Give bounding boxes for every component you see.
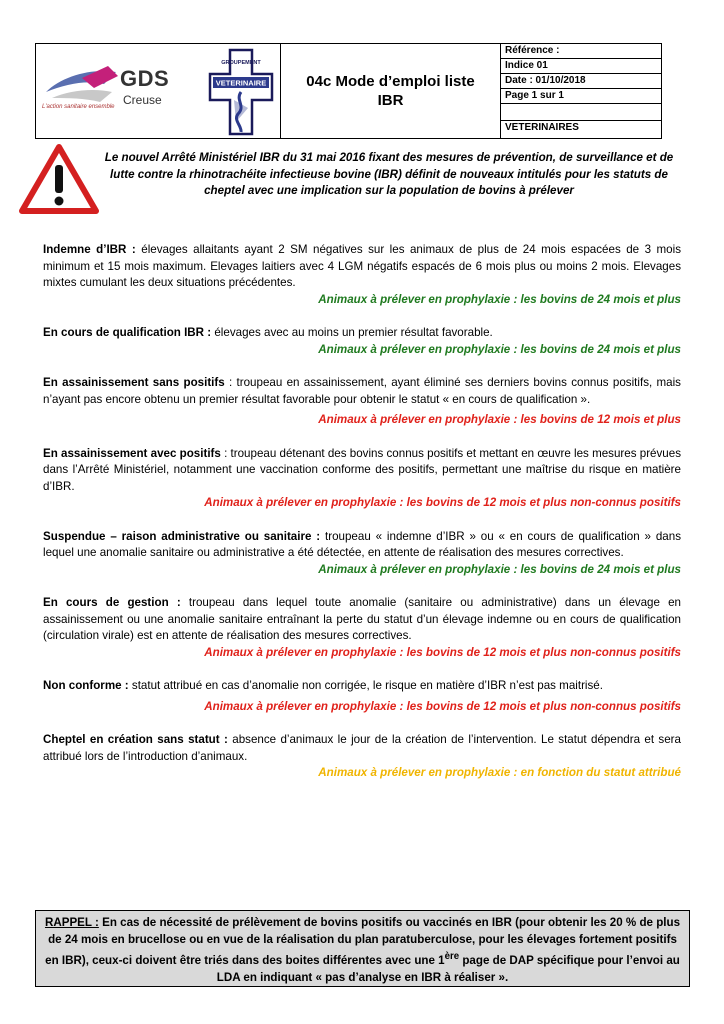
rappel-superscript: ère [444, 951, 460, 962]
section-desc: statut attribué en cas d’anomalie non corrigée, le risque en matière d’IBR n’est pas maitrisé. [128, 679, 603, 692]
section-desc: absence d’animaux le jour de la création de l’intervention. Le statut dépendra et sera attribué lors de l’introduction d’animaux. [43, 733, 681, 763]
section-term: En assainissement sans positifs [43, 376, 225, 389]
rappel-box [35, 910, 690, 987]
status-sections [43, 242, 681, 782]
rappel-text-1: En cas de nécessité de prélèvement de bovins positifs ou vaccinés en IBR (pour obtenir les 20 % de plus de 24 mois en brucellose ou en vue de la réalisation du plan paratuberculose, pour les élevages fortement positifs en IBR), ceux-ci doivent être triés dans des boites différentes avec une 1 [45, 916, 681, 967]
section-desc: élevages allaitants ayant 2 SM négatives sur les animaux de plus de 24 mois espacées de 3 mois minimum et 15 mois maximum. Elevages laitiers avec 4 LGM négatifs espacés de 6 mois plus ou moins 2 mois. Elevages mixtes cumulant les deux situations précédentes. [43, 243, 681, 289]
section-note: Animaux à prélever en prophylaxie : les bovins de 24 mois et plus [318, 292, 681, 306]
section-indemne [43, 242, 681, 308]
section-desc: élevages avec au moins un premier résultat favorable. [211, 326, 493, 339]
veterinary-cross-logo [208, 48, 274, 136]
section-note: Animaux à prélever en prophylaxie : les bovins de 24 mois et plus [318, 342, 681, 356]
vet-logo-top-text: GROUPEMENT [221, 60, 261, 66]
section-note: Animaux à prélever en prophylaxie : les bovins de 12 mois et plus [318, 413, 681, 426]
section-term: Non conforme : [43, 679, 129, 692]
section-cheptel-creation [43, 732, 681, 782]
section-note: Animaux à prélever en prophylaxie : en fonction du statut attribué [318, 766, 681, 779]
audience: VETERINAIRES [505, 122, 579, 133]
section-en-cours-qualification [43, 325, 681, 358]
section-term: Cheptel en création sans statut : [43, 733, 228, 746]
section-note: Animaux à prélever en prophylaxie : les bovins de 12 mois et plus non-connus positifs [204, 699, 681, 713]
title-line-1: 04c Mode d’emploi liste [306, 73, 475, 90]
section-desc: troupeau « indemne d’IBR » ou « en cours de qualification » dans lequel une anomalie sanitaire ou administrative a été détectée, en attente de réalisation des mesures correctives. [43, 529, 681, 559]
section-term: En assainissement avec positifs [43, 446, 221, 460]
section-term: En cours de gestion : [43, 596, 181, 609]
warning-text: Le nouvel Arrêté Ministériel IBR du 31 mai 2016 fixant des mesures de prévention, de surveillance et de lutte contre la rhinotrachéite infectieuse bovine (IBR) définit de nouveaux intitulés pour les statuts de cheptel avec une implication sur la population de bovins à prélever [104, 151, 674, 197]
section-term: En cours de qualification IBR : [43, 326, 212, 339]
section-en-cours-gestion [43, 595, 681, 661]
page-number: Page 1 sur 1 [501, 89, 661, 104]
meta-cell [501, 44, 661, 138]
title-line-2: IBR [377, 92, 404, 109]
section-desc: : troupeau détenant des bovins connus positifs et mettant en œuvre les mesures prévues dans l’Arrêté Ministériel, notamment une vaccination conforme des positifs, permettant une maîtrise du risque en matière d’IBR. [43, 446, 681, 493]
rappel-label: RAPPEL : [44, 916, 99, 929]
gds-logo-sub: Creuse [123, 93, 162, 107]
section-assainissement-sans-positifs [43, 375, 681, 429]
gds-logo-text: GDS [120, 66, 170, 91]
section-non-conforme [43, 678, 681, 715]
gds-logo-tagline: L'action sanitaire ensemble [42, 104, 115, 110]
warning-triangle-icon [18, 143, 100, 215]
date: Date : 01/10/2018 [501, 74, 661, 89]
document-title [281, 44, 501, 138]
section-suspendue [43, 529, 681, 579]
section-note: Animaux à prélever en prophylaxie : les bovins de 12 mois et plus non-connus positifs [204, 496, 681, 509]
rappel-text-2: page de DAP spécifique pour l’envoi au LDA en indiquant « pas d’analyse en IBR à réaliser ». [216, 953, 680, 984]
section-term: Indemne d’IBR : [43, 243, 136, 256]
section-term: Suspendue – raison administrative ou sanitaire : [43, 529, 321, 543]
section-note: Animaux à prélever en prophylaxie : les bovins de 24 mois et plus [318, 562, 681, 576]
meta-empty-row [501, 104, 661, 121]
reference-label: Référence : [501, 44, 661, 59]
vet-logo-name-text: VETERINAIRE [215, 78, 267, 88]
section-desc: : troupeau en assainissement, ayant éliminé ses derniers bovins connus positifs, mais n’ayant pas encore obtenu un premier résultat favorable pour obtenir le statut « en cours de qualification ». [43, 376, 681, 406]
section-assainissement-avec-positifs [43, 446, 681, 512]
logos-cell [36, 44, 281, 138]
indice: Indice 01 [501, 59, 661, 74]
section-desc: troupeau dans lequel toute anomalie (sanitaire ou administrative) dans un élevage en assainissement ou une anomalie sanitaire entraînant la perte du statut d’un élevage indemne ou en cours de qualification (circulation virale) est en attente de réalisation des mesures correctives. [43, 596, 681, 642]
document-header [35, 43, 662, 139]
section-note: Animaux à prélever en prophylaxie : les bovins de 12 mois et plus non-connus positifs [204, 645, 681, 659]
